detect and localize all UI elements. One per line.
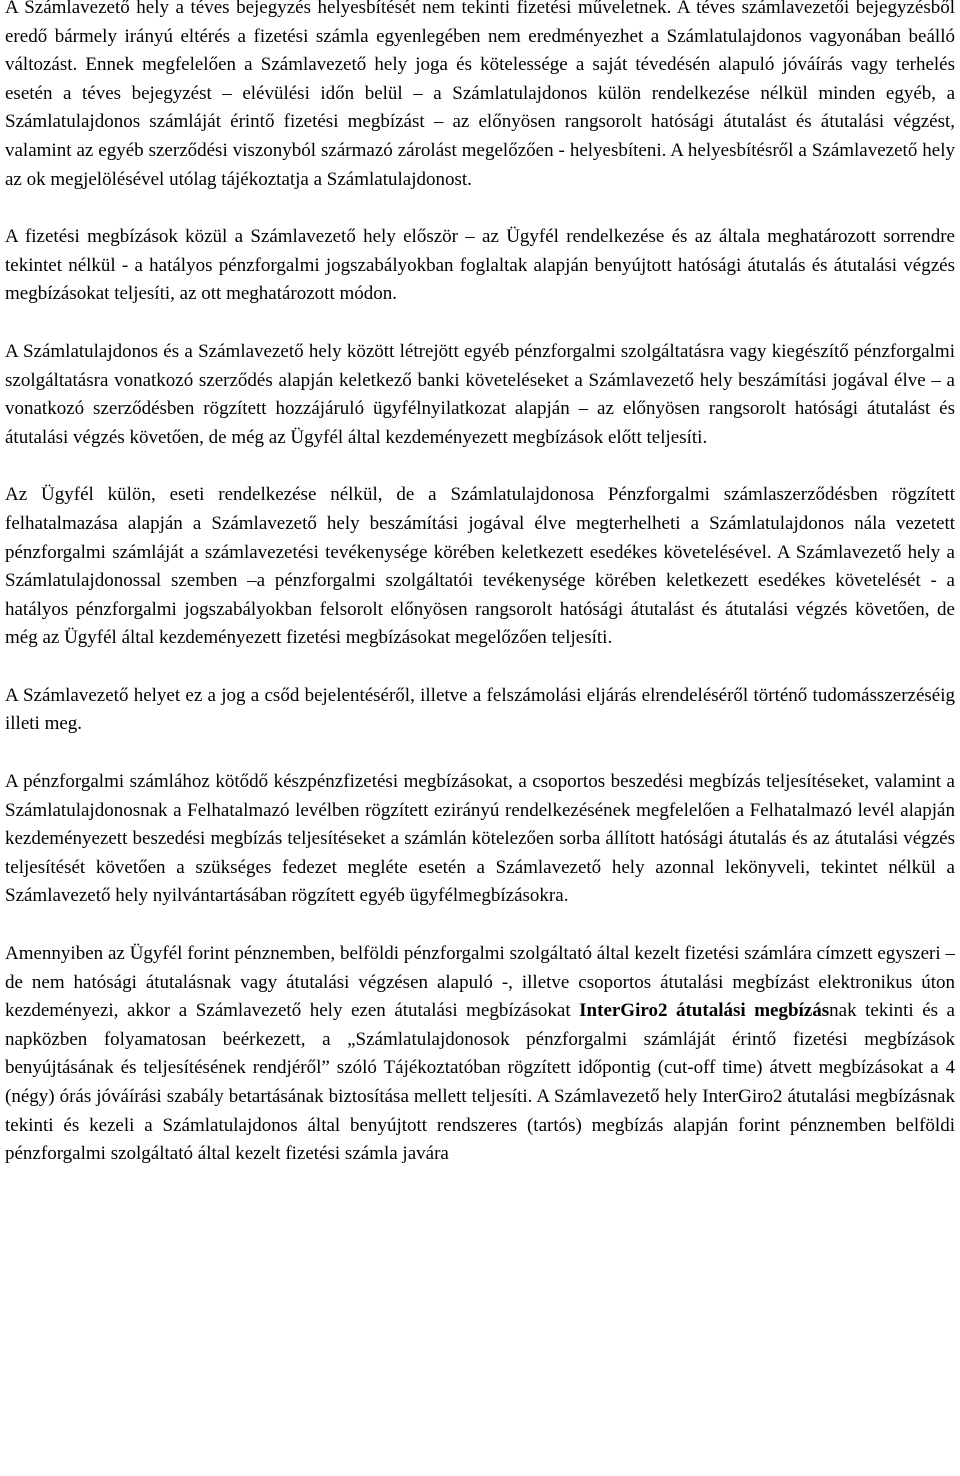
paragraph-intergiro2-transfers	[5, 940, 955, 1169]
paragraph-bank-claims-setoff: A Számlatulajdonos és a Számlavezető hely között létrejött egyéb pénzforgalmi szolgáltatásra vagy kiegészítő pénzforgalmi szolgáltatásra vonatkozó szerződés alapján keletkező banki követeléseket a Számlavezető hely beszámítási jogával élve – a vonatkozó szerződésben rögzített hozzájáruló ügyfélnyilatkozat alapján – az előnyösen rangsorolt hatósági átutalást és átutalási végzés követően, de még az Ügyfél által kezdeményezett megbízások előtt teljesíti.	[5, 340, 955, 448]
paragraph-cash-and-direct-debit: A pénzforgalmi számlához kötődő készpénzfizetési megbízásokat, a csoportos beszedési megbízás teljesítéseket, valamint a Számlatulajdonosnak a Felhatalmazó levélben rögzített ezirányú rendelkezésének megfelelően a Felhatalmazó levél alapján kezdeményezett beszedési megbízás teljesítéseket a számlán kötelezően sorba állított hatósági átutalás és az átutalási végzés teljesítését követően a szükséges fedezet megléte esetén a Számlavezető hely azonnal lekönyveli, tekintet nélkül a Számlavezető hely nyilvántartásában rögzített egyéb ügyfélmegbízásokra.	[5, 771, 955, 907]
paragraph-account-debit-authorization: Az Ügyfél külön, eseti rendelkezése nélkül, de a Számlatulajdonosa Pénzforgalmi számlaszerződésben rögzített felhatalmazása alapján a Számlavezető hely beszámítási jogával élve megterhelheti a Számlatulajdonos nála vezetett pénzforgalmi számláját a számlavezetési tevékenysége körében keletkezett esedékes követelésével. A Számlavezető hely a Számlatulajdonossal szemben –a pénzforgalmi szolgáltatói tevékenysége körében keletkezett esedékes követelését - a hatályos pénzforgalmi jogszabályokban felsorolt előnyösen rangsorolt hatósági átutalást és átutalási végzés követően, de még az Ügyfél által kezdeményezett fizetési megbízásokat megelőzően teljesíti.	[5, 484, 955, 649]
intergiro2-text-before: Amennyiben az Ügyfél forint pénznemben, belföldi pénzforgalmi szolgáltató által kezelt fizetési számlára címzett egyszeri – de nem hatósági átutalásnak vagy átutalási végzésen alapuló -, illetve csoportos átutalási megbízást elektronikus úton kezdeményezi, akkor a Számlavezető hely ezen átutalási megbízásokat	[5, 943, 955, 1022]
intergiro2-text-after: nak tekinti és a napközben folyamatosan beérkezett, a „Számlatulajdonosok pénzforgalmi számláját érintő fizetési megbízások benyújtásának és teljesítésének rendjéről” szóló Tájékoztatóban rögzített időpontig (cut-off time) átvett megbízásokat a 4 (négy) órás jóváírási szabály betartásának biztosítása mellett teljesíti. A Számlavezető hely InterGiro2 átutalási megbízásnak tekinti és kezeli a Számlatulajdonos által benyújtott rendszeres (tartós) megbízás alapján forint pénznemben belföldi pénzforgalmi szolgáltató által kezelt fizetési számla javára	[5, 1000, 955, 1165]
paragraph-erroneous-entry: A Számlavezető hely a téves bejegyzés helyesbítését nem tekinti fizetési műveletnek. A téves számlavezetői bejegyzésből eredő bármely irányú eltérés a fizetési számla egyenlegében nem eredményezhet a Számlatulajdonos vagyonában beálló változást. Ennek megfelelően a Számlavezető hely joga és kötelessége a saját tévedésén alapuló jóváírás vagy terhelés esetén a téves bejegyzést – elévülési időn belül – a Számlatulajdonos külön rendelkezése nélkül minden egyéb, a Számlatulajdonos számláját érintő fizetési megbízást – az előnyösen rangsorolt hatósági átutalást és átutalási végzést, valamint az egyéb szerződési viszonyból származó zárolást megelőzően - helyesbíteni. A helyesbítésről a Számlavezető hely az ok megjelölésével utólag tájékoztatja a Számlatulajdonost.	[5, 0, 955, 190]
paragraph-bankruptcy-limit: A Számlavezető helyet ez a jog a csőd bejelentéséről, illetve a felszámolási eljárás elrendeléséről történő tudomásszerzéséig illeti meg.	[5, 684, 955, 735]
paragraph-payment-order-priority: A fizetési megbízások közül a Számlavezető hely először – az Ügyfél rendelkezése és az általa meghatározott sorrendre tekintet nélkül - a hatályos pénzforgalmi jogszabályokban foglaltak alapján benyújtott hatósági átutalás és átutalási végzés megbízásokat teljesíti, az ott meghatározott módon.	[5, 226, 955, 305]
intergiro2-bold-term: InterGiro2 átutalási megbízás	[579, 1000, 830, 1022]
